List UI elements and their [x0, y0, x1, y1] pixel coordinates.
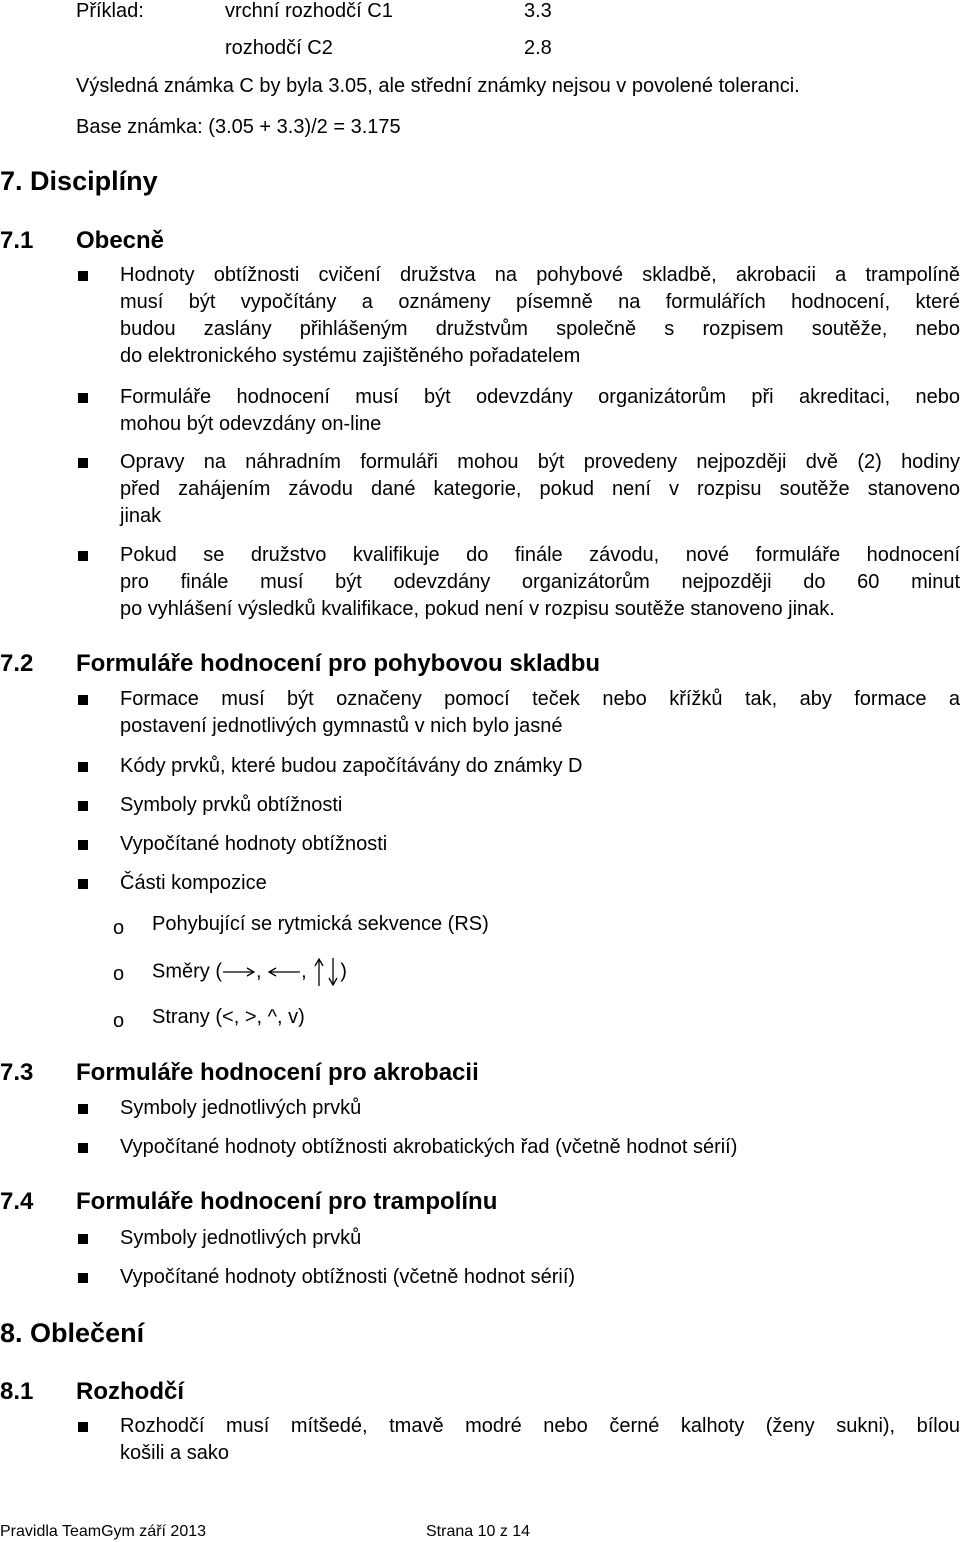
text-line: pro finále musí být odevzdány organizátorům nejpozději do 60 minut — [120, 571, 960, 593]
bullet-marker — [78, 271, 88, 281]
directions-suffix: ) — [340, 960, 347, 983]
text-line: před zahájením závodu dané kategorie, pokud není v rozpisu soutěže stanoveno — [120, 478, 960, 500]
section-7-2-number: 7.2 — [0, 650, 34, 677]
example-row1-name: vrchní rozhodčí C1 — [225, 0, 393, 22]
list-item — [120, 1413, 960, 1467]
bullet-marker — [78, 551, 88, 561]
list-item — [120, 1095, 960, 1122]
bullet-marker — [78, 695, 88, 705]
list-item — [120, 870, 960, 897]
arrow-down-icon — [326, 957, 340, 987]
text-line: Hodnoty obtížnosti cvičení družstva na pohybové skladbě, akrobacii a trampolíně — [120, 264, 960, 286]
text-line: Symboly jednotlivých prvků — [120, 1097, 362, 1119]
section-7-1-title: Obecně — [76, 227, 165, 254]
list-item — [120, 449, 960, 530]
text-line: Vypočítané hodnoty obtížnosti akrobatických řad (včetně hodnot sérií) — [120, 1136, 738, 1158]
text-line: Formace musí být označeny pomocí teček nebo křížků tak, aby formace a — [120, 688, 960, 710]
bullet-marker — [78, 762, 88, 772]
text-line: mohou být odevzdány on-line — [120, 413, 382, 435]
list-item — [120, 1134, 960, 1161]
list-item — [120, 1225, 960, 1252]
list-item — [120, 262, 960, 370]
list-item — [120, 1264, 960, 1291]
section-7-title: Disciplíny — [30, 166, 158, 196]
text-line: musí být vypočítány a oznámeny písemně na formulářích hodnocení, které — [120, 291, 960, 313]
example-result: Výsledná známka C by byla 3.05, ale střední známky nejsou v povolené toleranci. — [76, 75, 800, 97]
section-8-number: 8. — [0, 1318, 23, 1348]
text-line: po vyhlášení výsledků kvalifikace, pokud není v rozpisu soutěže stanoveno jinak. — [120, 598, 835, 620]
text-line: budou zaslány přihlášeným družstvům společně s rozpisem soutěže, nebo — [120, 318, 960, 340]
sub-list-item — [152, 911, 952, 938]
list-item — [120, 542, 960, 623]
arrow-right-icon — [222, 965, 256, 979]
arrow-left-icon — [267, 965, 301, 979]
text-line: Symboly jednotlivých prvků — [120, 1227, 362, 1249]
text-line: Symboly prvků obtížnosti — [120, 794, 343, 816]
text-line: do elektronického systému zajištěného pořadatelem — [120, 345, 581, 367]
text-line: postavení jednotlivých gymnastů v nich bylo jasné — [120, 715, 563, 737]
text-line: Strany (<, >, ^, v) — [152, 1006, 305, 1028]
text-line: košili a sako — [120, 1442, 229, 1464]
section-7-heading — [0, 166, 158, 197]
text-line: Vypočítané hodnoty obtížnosti (včetně hodnot sérií) — [120, 1266, 576, 1288]
sub-list-item — [152, 957, 952, 987]
bullet-marker — [78, 879, 88, 889]
section-7-3-number: 7.3 — [0, 1059, 34, 1086]
section-7-number: 7. — [0, 166, 23, 196]
list-item — [120, 831, 960, 858]
bullet-marker — [78, 840, 88, 850]
bullet-marker — [78, 1143, 88, 1153]
text-line: Pokud se družstvo kvalifikuje do finále závodu, nové formuláře hodnocení — [120, 544, 960, 566]
footer-left: Pravidla TeamGym září 2013 — [0, 1523, 207, 1540]
example-label: Příklad: — [76, 0, 144, 22]
section-8-1-title: Rozhodčí — [76, 1378, 184, 1405]
section-7-4-title: Formuláře hodnocení pro trampolínu — [76, 1188, 498, 1215]
section-8-heading — [0, 1318, 144, 1349]
text-line: Rozhodčí musí mítšedé, tmavě modré nebo černé kalhoty (ženy sukni), bílou — [120, 1415, 960, 1437]
arrow-up-icon — [312, 957, 326, 987]
example-row2-value: 2.8 — [524, 37, 552, 59]
text-line: Vypočítané hodnoty obtížnosti — [120, 833, 388, 855]
section-7-4-number: 7.4 — [0, 1188, 34, 1215]
text-line: jinak — [120, 505, 162, 527]
example-base: Base známka: (3.05 + 3.3)/2 = 3.175 — [76, 116, 401, 138]
bullet-marker — [78, 1422, 88, 1432]
text-line: Opravy na náhradním formuláři mohou být provedeny nejpozději dvě (2) hodiny — [120, 451, 960, 473]
sub-list-item — [152, 1004, 952, 1031]
bullet-marker — [78, 1273, 88, 1283]
directions-prefix: Směry ( — [152, 960, 222, 983]
section-7-2-title: Formuláře hodnocení pro pohybovou skladbu — [76, 650, 601, 677]
text-line: Kódy prvků, které budou započítávány do známky D — [120, 755, 583, 777]
sub-bullet-marker: o — [113, 963, 125, 985]
section-8-title: Oblečení — [30, 1318, 145, 1348]
list-item — [120, 686, 960, 740]
section-7-3-title: Formuláře hodnocení pro akrobacii — [76, 1059, 479, 1086]
text-line: Směry ( , , ) — [152, 957, 952, 987]
text-line: Části kompozice — [120, 872, 267, 894]
sub-bullet-marker: o — [113, 917, 125, 939]
list-item — [120, 792, 960, 819]
list-item — [120, 753, 960, 780]
bullet-marker — [78, 393, 88, 403]
sub-bullet-marker: o — [113, 1010, 125, 1032]
bullet-marker — [78, 801, 88, 811]
text-line: Formuláře hodnocení musí být odevzdány organizátorům při akreditaci, nebo — [120, 386, 960, 408]
example-row2-name: rozhodčí C2 — [225, 37, 333, 59]
section-8-1-number: 8.1 — [0, 1378, 34, 1405]
section-7-1-number: 7.1 — [0, 227, 34, 254]
bullet-marker — [78, 1234, 88, 1244]
text-line: Pohybující se rytmická sekvence (RS) — [152, 913, 489, 935]
list-item — [120, 384, 960, 438]
footer-page-number: Strana 10 z 14 — [426, 1523, 531, 1540]
bullet-marker — [78, 458, 88, 468]
bullet-marker — [78, 1104, 88, 1114]
example-row1-value: 3.3 — [524, 0, 552, 22]
